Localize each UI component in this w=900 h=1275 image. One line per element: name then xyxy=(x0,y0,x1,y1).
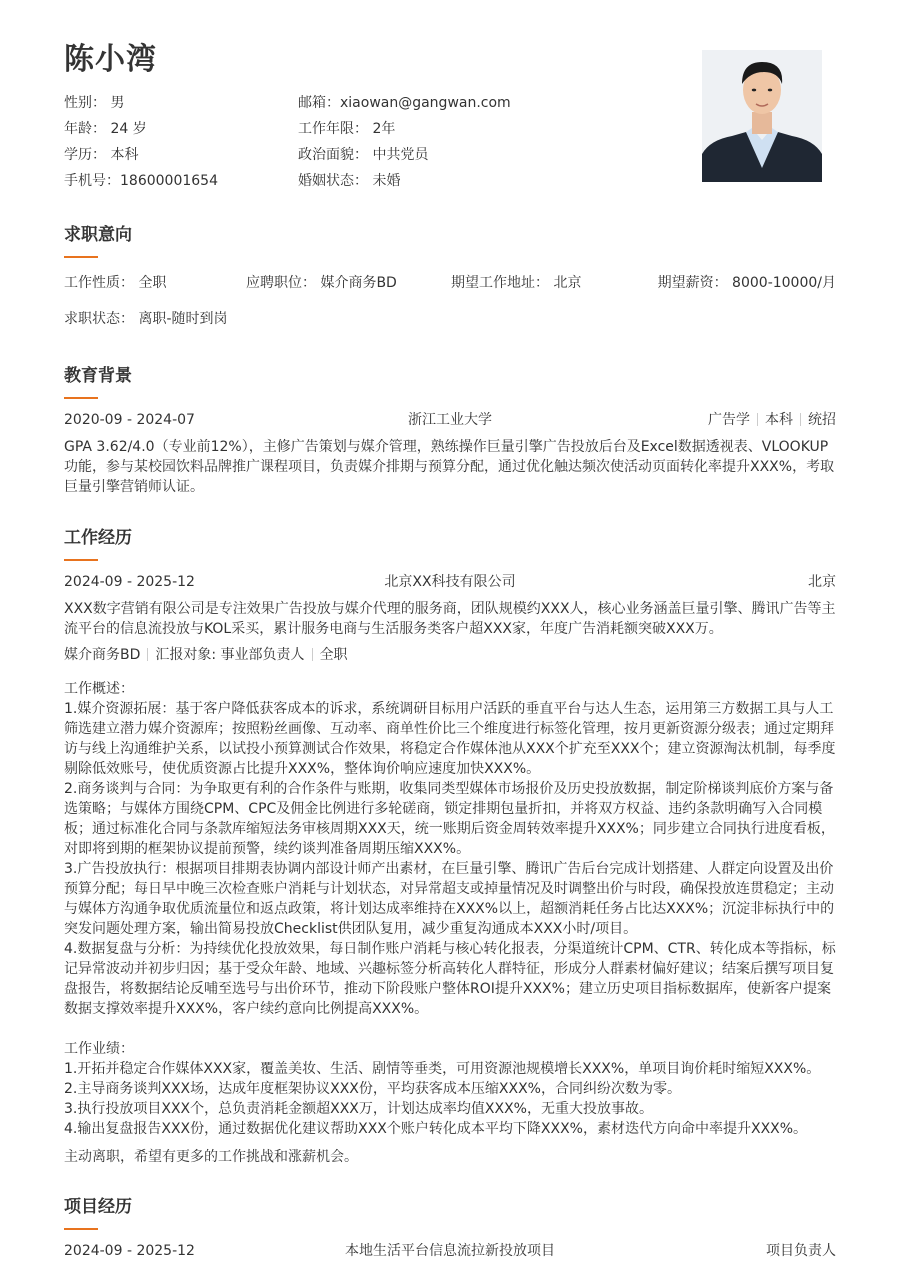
project-header-row xyxy=(64,1240,836,1262)
work-section xyxy=(64,525,836,1167)
section-title-project: 项目经历 xyxy=(64,1197,132,1217)
study-mode: 统招 xyxy=(808,412,836,428)
school-name: 浙江工业大学 xyxy=(408,412,492,428)
profile-photo xyxy=(702,50,822,182)
company-description: XXX数字营销有限公司是专注效果广告投放与媒介代理的服务商，团队规模约XXX人，核心业务涵盖巨量引擎、腾讯广告等主流平台的信息流投放与KOL采买，累计服务电商与生活服务类客户超XXX家，年度广告消耗额突破XXX万。 xyxy=(64,601,836,637)
section-accent-bar xyxy=(64,256,98,258)
overview-item: 4.数据复盘与分析：为持续优化投放效果，每日制作账户消耗与核心转化报表，分渠道统计CPM、CTR、转化成本等指标，标记异常波动并初步归因；基于受众年龄、地域、兴趣标签分析高转化人群特征，形成分人群素材偏好建议；结案后撰写项目复盘报告，将数据结论反哺至选号与出价环节，推动下阶段账户整体ROI提升XXX%；建立历史项目指标数据库，使新客户提案数据支撑效率提升XXX%，客户续约意向比例提高XXX%。 xyxy=(64,941,836,1017)
work-tags xyxy=(64,645,836,665)
job-position: 应聘职位： 媒介商务BD xyxy=(246,275,397,291)
job-status: 求职状态： 离职-随时到岗 xyxy=(64,311,228,327)
result-item: 3.执行投放项目XXX个，总负责消耗金额超XXX万，计划达成率均值XXX%，无重大投放事故。 xyxy=(64,1101,653,1117)
work-date: 2024-09 - 2025-12 xyxy=(64,574,195,590)
work-header-row xyxy=(64,571,836,593)
section-accent-bar xyxy=(64,1228,98,1230)
overview-item: 3.广告投放执行：根据项目排期表协调内部设计师产出素材，在巨量引擎、腾讯广告后台完成计划搭建、人群定向设置及出价预算分配；每日早中晚三次检查账户消耗与计划状态，对异常超支或掉量情况及时调整出价与时段，确保投放连贯稳定；主动与媒体方沟通争取优质流量位和返点政策，将计划达成率维持在XXX%以上，超额消耗任务占比达XXX%；沉淀非标执行中的突发问题处理方案，输出简易投放Checklist供团队复用，减少重复沟通成本XXX小时/项目。 xyxy=(64,861,835,937)
overview-item: 1.媒介资源拓展：基于客户降低获客成本的诉求，系统调研目标用户活跃的垂直平台与达人生态，运用第三方数据工具与人工筛选建立潜力媒介资源库；按照粉丝画像、互动率、商单性价比三个维度进行标签化管理，按月更新资源分级表；通过定期拜访与线上沟通维护关系，以试投小预算测试合作效果，将稳定合作媒体池从XXX个扩充至XXX个；建立资源淘汰机制，每季度剔除低效账号，使优质资源占比提升XXX%，整体询价响应速度加快XXX%。 xyxy=(64,701,836,777)
degree: 本科 xyxy=(765,412,793,428)
person-photo-icon xyxy=(702,50,822,182)
job-intent-section xyxy=(64,222,836,330)
phone: 手机号：18600001654 xyxy=(64,173,218,189)
intent-row-2 xyxy=(64,308,836,330)
overview-label: 工作概述： xyxy=(64,681,134,697)
project-section xyxy=(64,1194,836,1262)
divider xyxy=(312,648,313,661)
age: 年龄： 24 岁 xyxy=(64,121,147,137)
project-name: 本地生活平台信息流拉新投放项目 xyxy=(345,1243,555,1259)
leave-reason: 主动离职，希望有更多的工作挑战和涨薪机会。 xyxy=(64,1149,358,1165)
work-years: 工作年限： 2年 xyxy=(298,121,396,137)
tag-employment: 全职 xyxy=(319,647,348,663)
education-date: 2020-09 - 2024-07 xyxy=(64,412,195,428)
result-item: 1.开拓并稳定合作媒体XXX家，覆盖美妆、生活、剧情等垂类，可用资源池规模增长XXX%，单项目询价耗时缩短XXX%。 xyxy=(64,1061,821,1077)
project-role: 项目负责人 xyxy=(766,1243,836,1259)
major: 广告学 xyxy=(708,412,750,428)
tag-role: 媒介商务BD xyxy=(64,647,141,663)
results-label: 工作业绩： xyxy=(64,1041,134,1057)
section-accent-bar xyxy=(64,397,98,399)
education-section xyxy=(64,363,836,497)
candidate-name: 陈小湾 xyxy=(64,42,157,77)
section-title-intent: 求职意向 xyxy=(64,225,132,245)
tag-report-to: 汇报对象: 事业部负责人 xyxy=(155,647,305,663)
marital-status: 婚姻状态： 未婚 xyxy=(298,173,401,189)
gender: 性别： 男 xyxy=(64,95,125,111)
divider xyxy=(147,648,148,661)
job-location: 期望工作地址： 北京 xyxy=(451,275,582,291)
email[interactable]: 邮箱：xiaowan@gangwan.com xyxy=(298,95,511,111)
education-description: GPA 3.62/4.0（专业前12%），主修广告策划与媒介管理，熟练操作巨量引擎广告投放后台及Excel数据透视表、VLOOKUP功能，参与某校园饮料品牌推广课程项目，负责媒介排期与预算分配，通过优化触达频次使活动页面转化率提升XXX%，考取巨量引擎营销师认证。 xyxy=(64,439,835,495)
section-accent-bar xyxy=(64,559,98,561)
result-item: 2.主导商务谈判XXX场，达成年度框架协议XXX份，平均获客成本压缩XXX%，合同纠纷次数为零。 xyxy=(64,1081,681,1097)
result-item: 4.输出复盘报告XXX份，通过数据优化建议帮助XXX个账户转化成本平均下降XXX%，素材迭代方向命中率提升XXX%。 xyxy=(64,1121,808,1137)
intent-row-1 xyxy=(64,272,836,294)
overview-item: 2.商务谈判与合同：为争取更有利的合作条件与账期，收集同类型媒体市场报价及历史投放数据，制定阶梯谈判底价方案与备选策略；与媒体方围绕CPM、CPC及佣金比例进行多轮磋商，锁定排期包量折扣，并将双方权益、违约条款明确写入合同模板；通过标准化合同与条款库缩短法务审核周期XXX天，统一账期后资金周转效率提升XXX%；同步建立合同执行进度看板，对即将到期的框架协议提前预警，续约谈判准备周期压缩XXX%。 xyxy=(64,781,835,857)
job-salary: 期望薪资： 8000-10000/月 xyxy=(657,275,836,291)
divider xyxy=(800,413,801,426)
work-city: 北京 xyxy=(808,574,836,590)
company-name: 北京XX科技有限公司 xyxy=(384,574,516,590)
education-meta xyxy=(708,409,836,431)
resume-page xyxy=(64,38,836,1259)
job-type: 工作性质： 全职 xyxy=(64,275,167,291)
divider xyxy=(757,413,758,426)
education-header-row xyxy=(64,409,836,431)
education-level: 学历： 本科 xyxy=(64,147,139,163)
project-date: 2024-09 - 2025-12 xyxy=(64,1243,195,1259)
section-title-work: 工作经历 xyxy=(64,528,132,548)
political-status: 政治面貌： 中共党员 xyxy=(298,147,429,163)
section-title-education: 教育背景 xyxy=(64,366,132,386)
